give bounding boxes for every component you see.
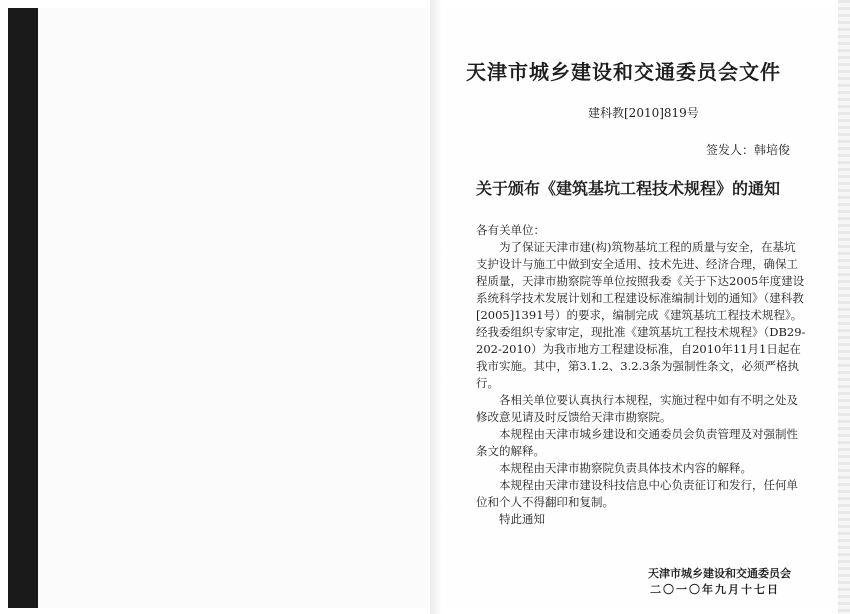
issuing-authority: 天津市城乡建设和交通委员会 (648, 567, 791, 580)
document-number: 建科教[2010]819号 (588, 106, 699, 120)
salutation: 各有关单位： (476, 223, 545, 237)
book-spine-shadow (8, 8, 38, 608)
notice-body (476, 222, 806, 528)
issue-date: 二〇一〇年九月十七日 (650, 583, 780, 596)
body-paragraph: 本规程由天津市建设科技信息中心负责征订和发行，任何单位和个人不得翻印和复制。 (476, 478, 798, 509)
notice-title: 关于颁布《建筑基坑工程技术规程》的通知 (476, 179, 781, 198)
closing-line: 特此通知 (499, 512, 545, 526)
left-blank-page (38, 8, 430, 608)
page-gutter (430, 0, 442, 614)
signer-line: 签发人：韩培俊 (706, 143, 791, 157)
body-paragraph: 各相关单位要认真执行本规程，实施过程中如有不明之处及修改意见请及时反馈给天津市勘察院。 (476, 393, 798, 424)
body-paragraph: 本规程由天津市城乡建设和交通委员会负责管理及对强制性条文的解释。 (476, 427, 798, 458)
page-edge (838, 0, 850, 614)
body-paragraph: 本规程由天津市勘察院负责具体技术内容的解释。 (499, 461, 752, 475)
body-paragraph: 为了保证天津市建(构)筑物基坑工程的质量与安全，在基坑支护设计与施工中做到安全适用、技术先进、经济合理，确保工程质量，天津市勘察院等单位按照我委《关于下达2005年度建设系统科学技术发展计划和工程建设标准编制计划的通知》（建科教[2005]1391号）的要求，编制完成《建筑基坑工程技术规程》。经我委组织专家审定，现批准《建筑基坑工程技术规程》（DB29-202-2010）为我市地方工程建设标准，自2010年11月1日起在我市实施。其中，第3.1.2、3.2.3条为强制性条文，必须严格执行。 (476, 240, 806, 390)
document-header-title: 天津市城乡建设和交通委员会文件 (466, 60, 781, 84)
